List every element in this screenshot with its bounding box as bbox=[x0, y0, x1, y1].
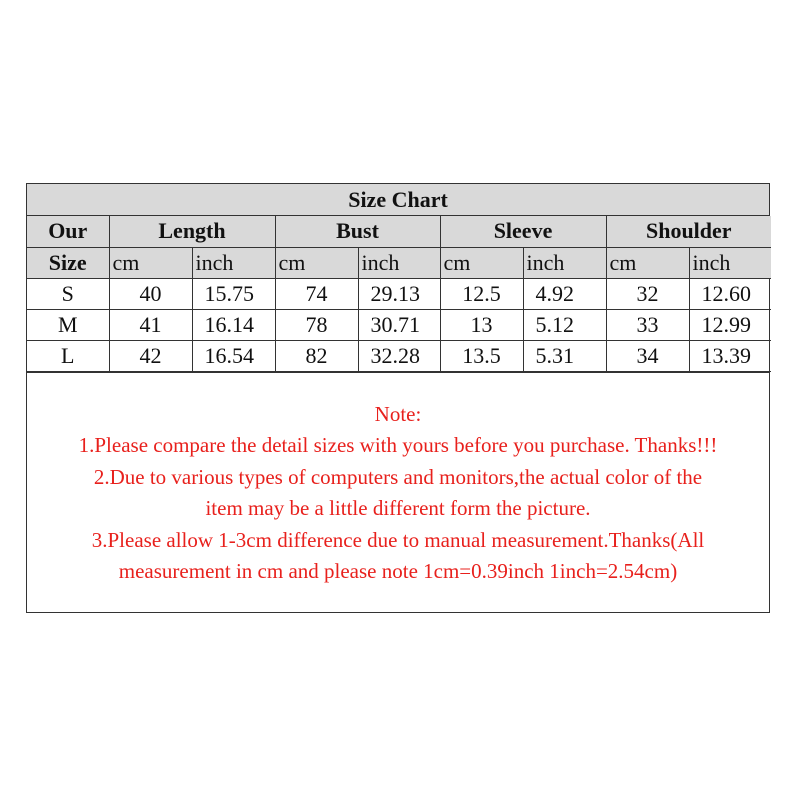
table-cell: 40 bbox=[109, 278, 192, 309]
table-cell: 82 bbox=[275, 340, 358, 371]
length-header: Length bbox=[109, 216, 275, 247]
table-cell: 33 bbox=[606, 309, 689, 340]
note-line: item may be a little different form the picture. bbox=[205, 496, 591, 520]
bust-header: Bust bbox=[275, 216, 440, 247]
table-cell: 30.71 bbox=[358, 309, 440, 340]
table-cell: 42 bbox=[109, 340, 192, 371]
table-cell: 12.5 bbox=[440, 278, 523, 309]
table-cell: 32.28 bbox=[358, 340, 440, 371]
table-cell: 5.31 bbox=[523, 340, 606, 371]
table-cell: 13.39 bbox=[689, 340, 771, 371]
table-cell: 32 bbox=[606, 278, 689, 309]
size-table bbox=[27, 216, 771, 372]
size-chart bbox=[26, 183, 770, 613]
table-cell: 41 bbox=[109, 309, 192, 340]
unit-header: cm bbox=[275, 247, 358, 278]
note-line: measurement in cm and please note 1cm=0.39inch 1inch=2.54cm) bbox=[118, 559, 678, 583]
table-cell: 12.60 bbox=[689, 278, 771, 309]
size-cell: S bbox=[27, 278, 109, 309]
note-heading: Note: bbox=[374, 401, 422, 426]
size-cell: L bbox=[27, 340, 109, 371]
table-cell: 13.5 bbox=[440, 340, 523, 371]
table-cell: 13 bbox=[440, 309, 523, 340]
table-cell: 12.99 bbox=[689, 309, 771, 340]
table-row bbox=[27, 278, 771, 309]
note-line: 1.Please compare the detail sizes with yours before you purchase. Thanks!!! bbox=[78, 433, 718, 457]
unit-header: inch bbox=[689, 247, 771, 278]
notes-section bbox=[27, 372, 769, 609]
table-cell: 15.75 bbox=[192, 278, 275, 309]
note-line: 3.Please allow 1-3cm difference due to manual measurement.Thanks(All bbox=[91, 527, 705, 552]
table-row bbox=[27, 309, 771, 340]
size-header-top: Our bbox=[27, 216, 109, 247]
sleeve-header: Sleeve bbox=[440, 216, 606, 247]
unit-header: cm bbox=[440, 247, 523, 278]
size-chart-title: Size Chart bbox=[27, 184, 769, 216]
shoulder-header: Shoulder bbox=[606, 216, 771, 247]
unit-header: cm bbox=[109, 247, 192, 278]
size-cell: M bbox=[27, 309, 109, 340]
size-header-bottom: Size bbox=[27, 247, 109, 278]
table-cell: 16.14 bbox=[192, 309, 275, 340]
table-cell: 78 bbox=[275, 309, 358, 340]
unit-header: inch bbox=[192, 247, 275, 278]
unit-header: inch bbox=[523, 247, 606, 278]
unit-header: cm bbox=[606, 247, 689, 278]
table-cell: 34 bbox=[606, 340, 689, 371]
table-cell: 29.13 bbox=[358, 278, 440, 309]
unit-header: inch bbox=[358, 247, 440, 278]
group-header-row bbox=[27, 216, 771, 247]
table-row bbox=[27, 340, 771, 371]
unit-header-row bbox=[27, 247, 771, 278]
table-cell: 5.12 bbox=[523, 309, 606, 340]
table-cell: 4.92 bbox=[523, 278, 606, 309]
table-cell: 16.54 bbox=[192, 340, 275, 371]
table-cell: 74 bbox=[275, 278, 358, 309]
note-line: 2.Due to various types of computers and monitors,the actual color of the bbox=[93, 464, 703, 489]
